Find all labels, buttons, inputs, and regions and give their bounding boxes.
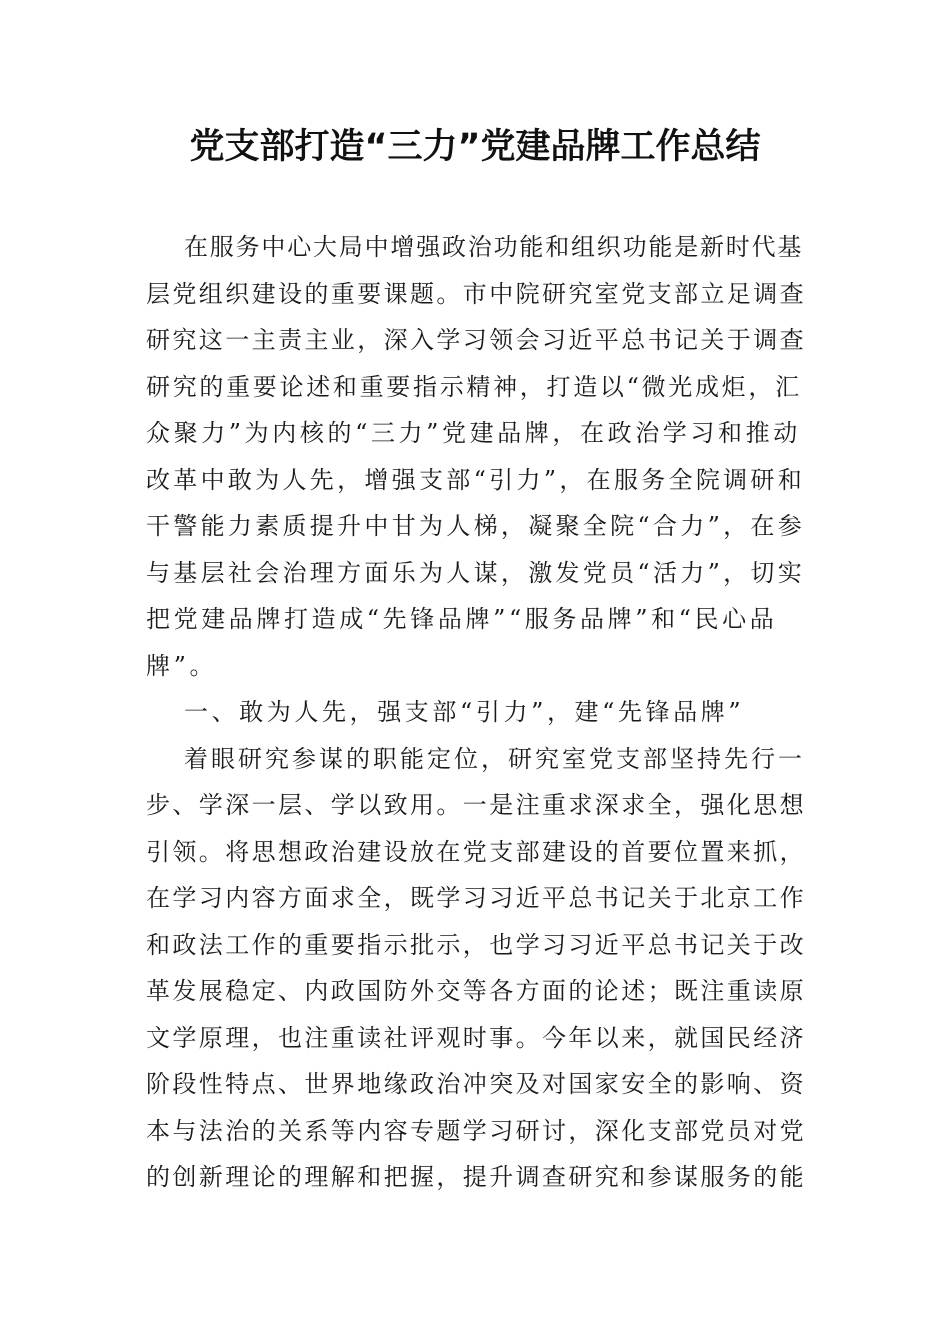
body-text-line: 文学原理，也注重读社评观时事。今年以来，就国民经济 <box>146 1023 806 1052</box>
body-text-line: 引领。将思想政治建设放在党支部建设的首要位置来抓， <box>146 837 806 866</box>
body-text-line: 的创新理论的理解和把握，提升调查研究和参谋服务的能 <box>146 1163 806 1191</box>
body-text-line: 着眼研究参谋的职能定位，研究室党支部坚持先行一 <box>184 744 805 773</box>
body-text-line: 干警能力素质提升中甘为人梯，凝聚全院“合力”，在参 <box>146 512 806 540</box>
body-text-line: 研究这一主责主业，深入学习领会习近平总书记关于调查 <box>146 326 806 354</box>
body-text-line: 革发展稳定、内政国防外交等各方面的论述；既注重读原 <box>146 977 806 1005</box>
body-text-line: 在学习内容方面求全，既学习习近平总书记关于北京工作 <box>146 884 806 912</box>
body-text-line: 层党组织建设的重要课题。市中院研究室党支部立足调查 <box>146 279 806 308</box>
body-text-line: 一、敢为人先，强支部“引力”，建“先锋品牌” <box>184 698 745 726</box>
body-text-line: 把党建品牌打造成“先锋品牌”“服务品牌”和“民心品 <box>146 605 778 633</box>
body-text-line: 步、学深一层、学以致用。一是注重求深求全，强化思想 <box>146 791 806 819</box>
body-text-line: 和政法工作的重要指示批示，也学习习近平总书记关于改 <box>146 930 806 959</box>
body-text-line: 改革中敢为人先，增强支部“引力”，在服务全院调研和 <box>146 465 806 494</box>
document-body <box>146 224 806 1201</box>
body-text-line: 在服务中心大局中增强政治功能和组织功能是新时代基 <box>184 233 804 261</box>
body-text-line: 本与法治的关系等内容专题学习研讨，深化支部党员对党 <box>146 1116 806 1145</box>
body-text-line: 众聚力”为内核的“三力”党建品牌，在政治学习和推动 <box>146 419 801 447</box>
body-text-line: 牌”。 <box>146 651 218 680</box>
body-text-line: 研究的重要论述和重要指示精神，打造以“微光成炬，汇 <box>146 372 802 401</box>
body-text-line: 与基层社会治理方面乐为人谋，激发党员“活力”，切实 <box>146 558 806 587</box>
body-text-line: 阶段性特点、世界地缘政治冲突及对国家安全的影响、资 <box>146 1070 806 1098</box>
document-title: 党支部打造“三力”党建品牌工作总结 <box>189 127 761 167</box>
